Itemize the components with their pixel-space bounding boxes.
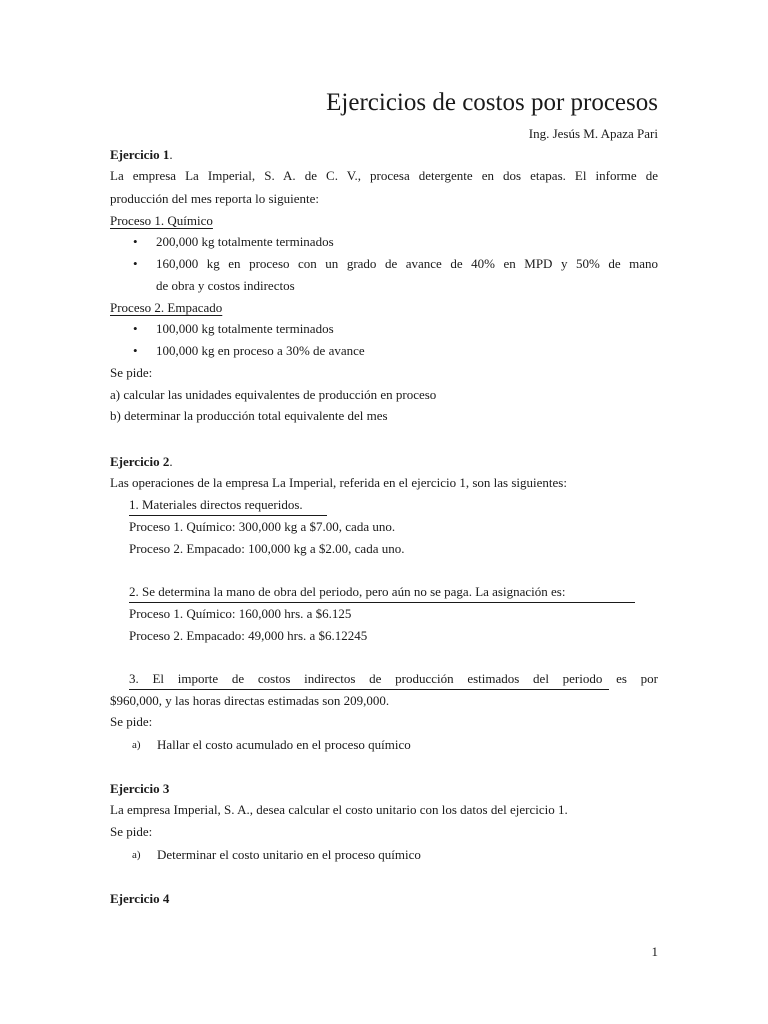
ej1-item-b: b) determinar la producción total equivalente del mes bbox=[110, 408, 388, 423]
ej1-heading-line bbox=[110, 145, 173, 165]
ej1-item-a: a) calcular las unidades equivalentes de producción en proceso bbox=[110, 387, 437, 402]
bullet-icon: • bbox=[133, 234, 138, 249]
ej2-section1-underline bbox=[129, 515, 327, 516]
ej1-heading: Ejercicio 1 bbox=[110, 147, 170, 162]
ej2-intro: Las operaciones de la empresa La Imperial, referida en el ejercicio 1, son las siguientes: bbox=[110, 475, 567, 490]
bullet-icon: • bbox=[133, 256, 138, 271]
ej2-section2-line2: Proceso 2. Empacado: 49,000 hrs. a $6.12245 bbox=[129, 628, 368, 643]
bullet-icon: • bbox=[133, 321, 138, 336]
bullet-icon: • bbox=[133, 343, 138, 358]
ej1-proc1-bullet1: 200,000 kg totalmente terminados bbox=[156, 234, 334, 249]
ej2-se-pide: Se pide: bbox=[110, 714, 153, 729]
ej2-section3-line1 bbox=[129, 669, 658, 689]
ej4-heading: Ejercicio 4 bbox=[110, 891, 170, 906]
ej1-proc1-title: Proceso 1. Químico bbox=[110, 213, 213, 228]
page-title: Ejercicios de costos por procesos bbox=[326, 89, 658, 116]
ej2-section2-title: 2. Se determina la mano de obra del periodo, pero aún no se paga. La asignación es: bbox=[129, 584, 566, 599]
ej2-section3-line2: $960,000, y las horas directas estimadas son 209,000. bbox=[110, 693, 390, 708]
ej1-se-pide: Se pide: bbox=[110, 365, 153, 380]
ej2-section2-underline bbox=[129, 602, 635, 603]
ej2-heading-period: . bbox=[169, 454, 173, 469]
ej2-section3-underline bbox=[129, 689, 609, 690]
ej2-heading-line bbox=[110, 452, 173, 472]
ej2-section1-title: 1. Materiales directos requeridos. bbox=[129, 497, 303, 512]
ej3-intro: La empresa Imperial, S. A., desea calcular el costo unitario con los datos del ejercicio 1. bbox=[110, 802, 568, 817]
page-number: 1 bbox=[651, 944, 658, 959]
ej2-section3-rest: es por bbox=[616, 671, 658, 686]
ej3-item-a-label: a) bbox=[132, 849, 141, 861]
ej2-section2-line1: Proceso 1. Químico: 160,000 hrs. a $6.125 bbox=[129, 606, 352, 621]
ej1-proc2-title: Proceso 2. Empacado bbox=[110, 300, 223, 315]
ej3-item-a-text: Determinar el costo unitario en el proceso químico bbox=[157, 847, 421, 862]
ej1-proc2-bullet2: 100,000 kg en proceso a 30% de avance bbox=[156, 343, 365, 358]
ej1-proc1-bullet2-line1: 160,000 kg en proceso con un grado de avance de 40% en MPD y 50% de mano bbox=[156, 256, 658, 271]
ej1-heading-period: . bbox=[169, 147, 173, 162]
ej1-intro-line2: producción del mes reporta lo siguiente: bbox=[110, 191, 320, 206]
ej2-heading: Ejercicio 2 bbox=[110, 454, 170, 469]
ej2-section1-line2: Proceso 2. Empacado: 100,000 kg a $2.00, cada uno. bbox=[129, 541, 405, 556]
ej2-item-a-text: Hallar el costo acumulado en el proceso químico bbox=[157, 737, 411, 752]
author-line: Ing. Jesús M. Apaza Pari bbox=[528, 126, 658, 141]
ej3-heading: Ejercicio 3 bbox=[110, 781, 170, 796]
ej3-se-pide: Se pide: bbox=[110, 824, 153, 839]
ej1-proc2-bullet1: 100,000 kg totalmente terminados bbox=[156, 321, 334, 336]
document-page bbox=[110, 0, 658, 1024]
ej1-proc1-bullet2-line2: de obra y costos indirectos bbox=[156, 278, 295, 293]
ej2-section1-line1: Proceso 1. Químico: 300,000 kg a $7.00, cada uno. bbox=[129, 519, 396, 534]
ej2-section3-title: 3. El importe de costos indirectos de producción estimados del periodo bbox=[129, 671, 603, 686]
ej2-item-a-label: a) bbox=[132, 739, 141, 751]
ej1-intro-line1: La empresa La Imperial, S. A. de C. V., procesa detergente en dos etapas. El informe de bbox=[110, 168, 658, 183]
